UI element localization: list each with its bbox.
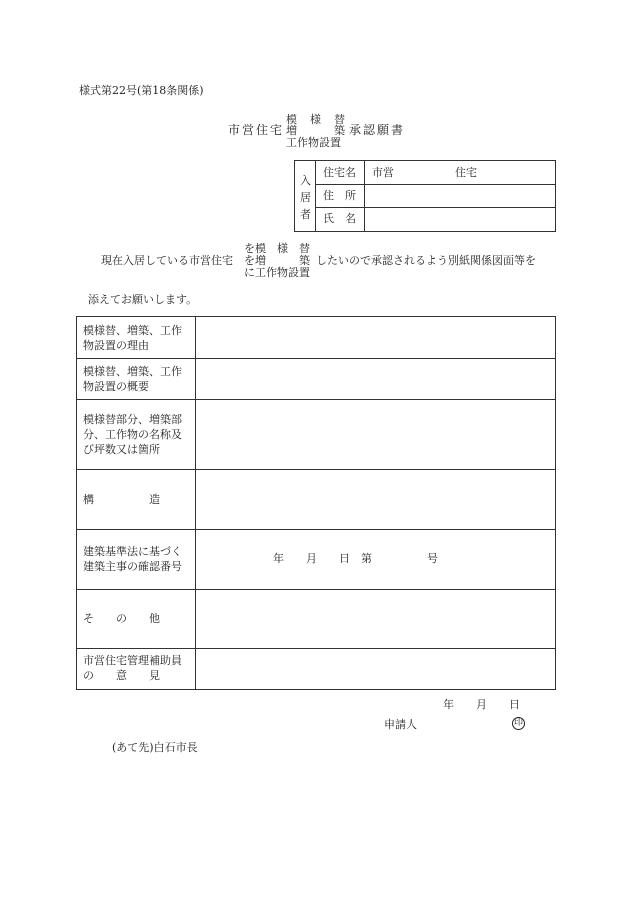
- table-row-label: 模様替、増築、工作: [83, 365, 182, 378]
- body-option-remodel: を模 様 替: [244, 242, 310, 255]
- body-option-extension: を増 築: [244, 254, 310, 267]
- name-label: 氏 名: [323, 212, 356, 225]
- resident-header-char: 入: [300, 174, 311, 187]
- table-row-label: 物設置の理由: [83, 339, 149, 352]
- title-right: 承認願書: [349, 123, 406, 137]
- body-option-structure: に工作物設置: [244, 266, 310, 279]
- resident-header-char: 者: [300, 208, 311, 221]
- housing-name-prefix: 市営: [372, 166, 394, 179]
- housing-name-suffix: 住宅: [455, 166, 477, 179]
- table-row-label: 模様替、増築、工作: [83, 324, 182, 337]
- table-row-label: 市営住宅管理補助員: [83, 654, 182, 667]
- confirmation-number-value[interactable]: 年 月 日 第 号: [273, 552, 438, 565]
- housing-name-label: 住宅名: [323, 166, 356, 179]
- application-date: 年 月 日: [443, 698, 520, 711]
- table-row-label: 構 造: [83, 493, 160, 506]
- table-row-label: 物設置の概要: [83, 380, 149, 393]
- addressee: (あて先)白石市長: [112, 741, 198, 754]
- seal-icon: 印: [513, 718, 523, 728]
- form-number: 様式第22号(第18条関係): [79, 84, 204, 97]
- resident-header-char: 居: [300, 191, 311, 204]
- title-option-structure: 工作物設置: [286, 136, 341, 149]
- table-row-label: 模様替部分、増築部: [83, 413, 182, 426]
- table-row-label: び坪数又は箇所: [83, 443, 160, 456]
- table-row-label: 分、工作物の名称及: [83, 428, 182, 441]
- body-line1-suffix: したいので承認されるよう別紙関係図面等を: [316, 254, 536, 267]
- address-label: 住 所: [323, 189, 356, 202]
- body-line1-prefix: 現在入居している市営住宅: [101, 254, 233, 267]
- title-option-extension: 増 築: [286, 124, 346, 137]
- title-option-remodel: 模 様 替: [286, 113, 346, 126]
- title-left: 市営住宅: [228, 123, 285, 137]
- table-row-label: 建築基準法に基づく: [83, 545, 182, 558]
- table-row-label: 建築主事の確認番号: [83, 560, 182, 573]
- applicant-label: 申請人: [384, 718, 417, 731]
- body-line2: 添えてお願いします。: [88, 293, 198, 306]
- resident-box: [294, 160, 556, 232]
- application-table: [76, 316, 556, 690]
- table-row-label: そ の 他: [83, 612, 160, 625]
- table-row-label: の 意 見: [83, 669, 160, 682]
